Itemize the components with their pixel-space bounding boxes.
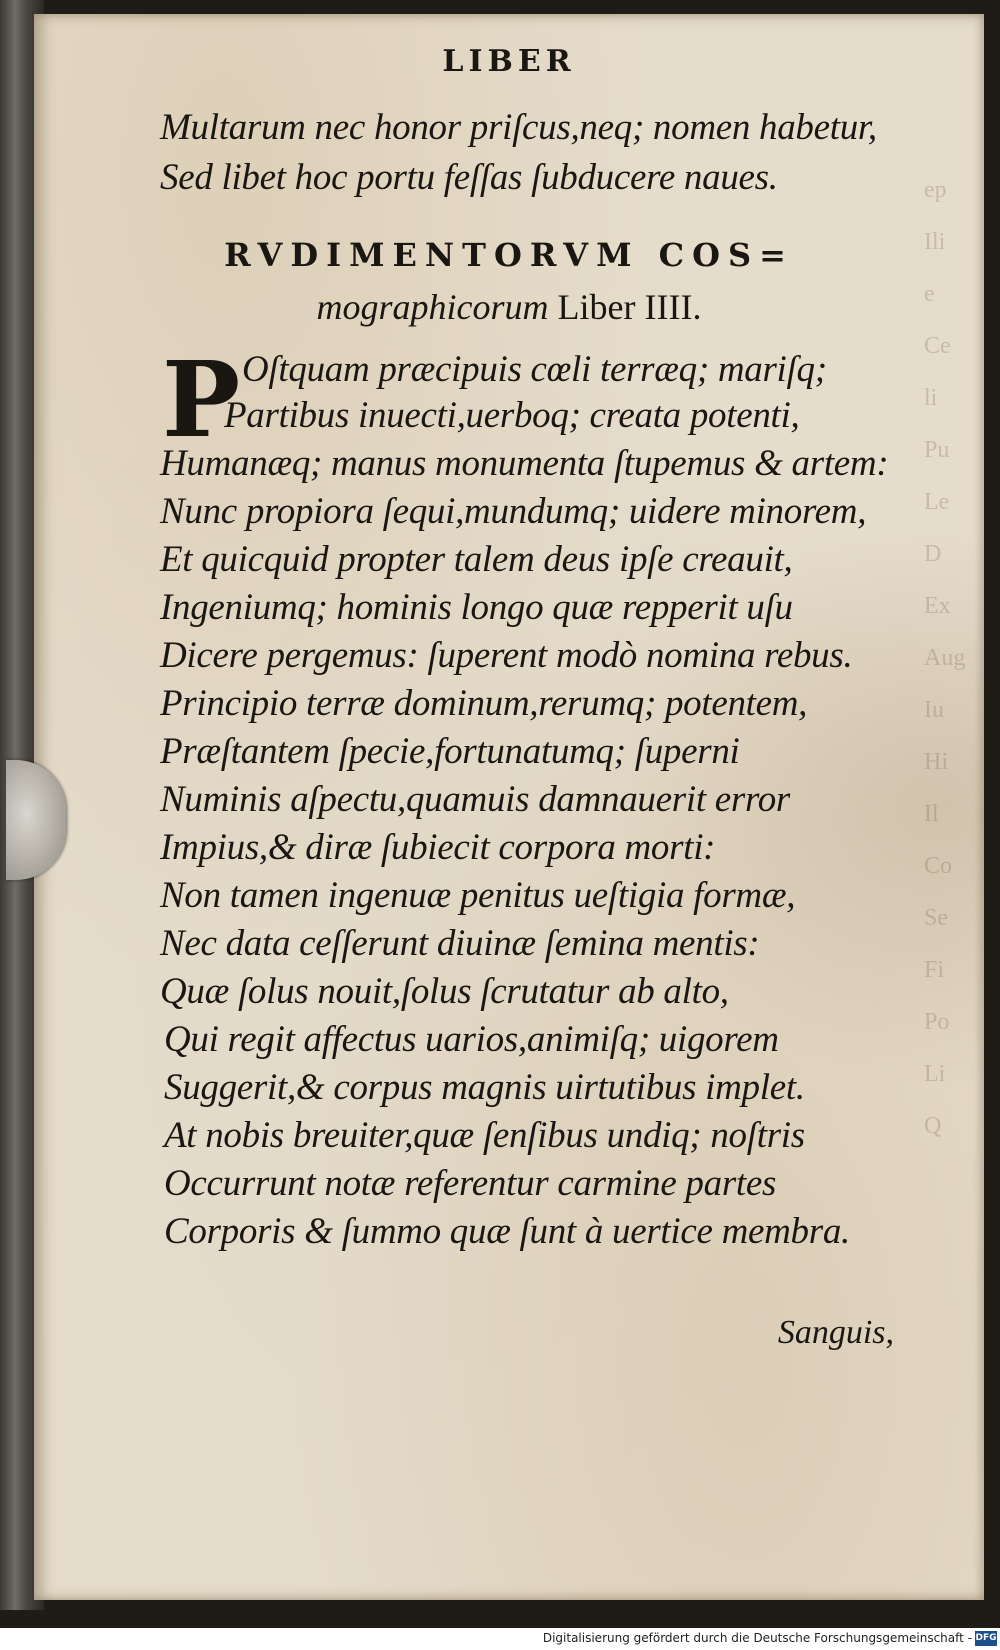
section-title-line-2	[34, 286, 984, 328]
poem-line: Partibus inuecti,uerboq; creata potenti,	[224, 395, 800, 436]
poem-line: At nobis breuiter,quæ ſenſibus undiq; noſtris	[164, 1115, 805, 1156]
poem-line: Occurrunt notæ referentur carmine partes	[164, 1163, 777, 1204]
poem-line: Ingeniumq; hominis longo quæ repperit uſu	[160, 587, 793, 628]
poem-line: Nunc propiora ſequi,mundumq; uidere minorem,	[160, 491, 867, 532]
poem-line: Principio terræ dominum,rerumq; potentem,	[160, 683, 808, 724]
poem-line: Non tamen ingenuæ penitus ueſtigia formæ,	[160, 875, 796, 916]
poem-line: Numinis aſpectu,quamuis damnauerit error	[160, 779, 791, 820]
poem-line: Et quicquid propter talem deus ipſe creauit,	[160, 539, 793, 580]
top-line-2: Sed libet hoc portu feſſas ſubducere naues.	[160, 157, 778, 198]
poem-line: Corporis & ſummo quæ ſunt à uertice membra.	[164, 1211, 850, 1252]
section-title-roman: Liber IIII.	[557, 287, 702, 327]
digitization-footer	[0, 1628, 1000, 1650]
top-line-1: Multarum nec honor priſcus,neq; nomen habetur,	[160, 107, 877, 148]
poem-line: Oſtquam præcipuis cœli terræq; mariſq;	[242, 349, 827, 390]
poem-line: Præſtantem ſpecie,fortunatumq; ſuperni	[160, 731, 740, 772]
section-title-line-1: RVDIMENTORVM COS=	[224, 236, 794, 274]
poem-line: Suggerit,& corpus magnis uirtutibus implet.	[164, 1067, 805, 1108]
poem-line: Quæ ſolus nouit,ſolus ſcrutatur ab alto,	[160, 971, 729, 1012]
book-page	[34, 14, 984, 1600]
poem-line: Nec data ceſſerunt diuinæ ſemina mentis:	[160, 923, 760, 964]
catchword: Sanguis,	[777, 1314, 894, 1351]
poem-line: Qui regit affectus uarios,animiſq; uigorem	[164, 1019, 779, 1060]
drop-cap-initial: P	[162, 338, 241, 461]
poem-line: Impius,& diræ ſubiecit corpora morti:	[160, 827, 716, 868]
poem-line: Humanæq; manus monumenta ſtupemus & artem:	[160, 443, 889, 484]
section-title-italic: mographicorum	[316, 287, 549, 327]
bleed-through-text: ep Ili e Ce li Pu Le D Ex Aug Iu Hi Il Co Se Fi Po Li Q	[924, 177, 966, 1139]
running-head: LIBER	[442, 44, 576, 79]
dfg-logo: DFG	[975, 1631, 997, 1646]
poem-line: Dicere pergemus: ſuperent modò nomina rebus.	[160, 635, 853, 676]
funding-credit: Digitalisierung gefördert durch die Deutsche Forschungsgemeinschaft -	[542, 1631, 972, 1645]
